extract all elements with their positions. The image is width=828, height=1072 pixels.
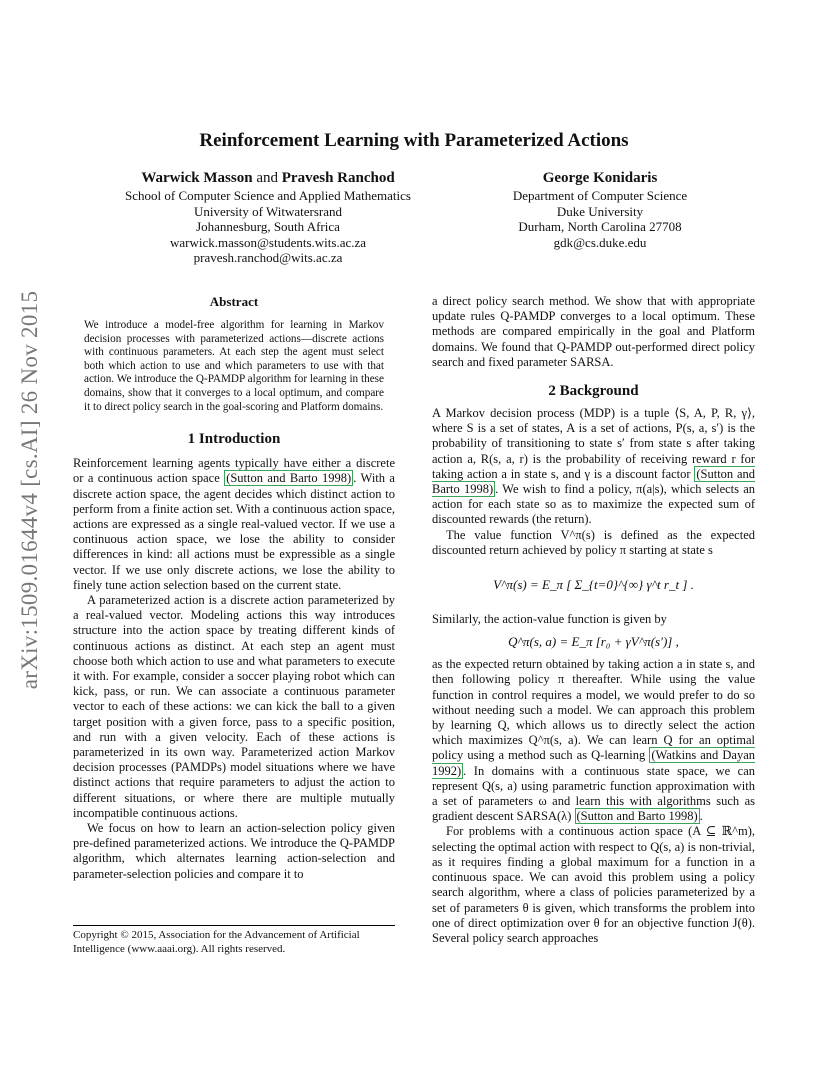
affiliation-line: School of Computer Science and Applied Mathematics bbox=[125, 188, 411, 203]
email-line: warwick.masson@students.wits.ac.za bbox=[169, 234, 367, 250]
background-paragraph-4 bbox=[432, 657, 755, 824]
background-heading: 2 Background bbox=[548, 383, 639, 400]
email-line: gdk@cs.duke.edu bbox=[553, 234, 647, 250]
intro-paragraph-1 bbox=[73, 456, 395, 593]
affiliation-line: Johannesburg, South Africa bbox=[196, 219, 340, 235]
equation-action-value: Q^π(s, a) = E_π [r₀ + γV^π(s′)] , bbox=[508, 634, 679, 650]
affiliation-line: University of Witwatersrand bbox=[194, 203, 342, 219]
text-run: . We wish to find a policy, π(a|s), which selects an action for each state so as to maximize the expected sum of discounted rewards (the return). bbox=[432, 482, 755, 527]
paper-title: Reinforcement Learning with Parameterized Actions bbox=[199, 130, 629, 151]
citation-link[interactable]: (Sutton and Barto 1998) bbox=[226, 471, 352, 486]
and-word: and bbox=[256, 170, 278, 186]
arxiv-id: arXiv:1509.01644v4 [cs.AI] 26 Nov 2015 bbox=[17, 290, 42, 690]
equation-value-function: V^π(s) = E_π [ Σ_{t=0}^{∞} γ^t r_t ] . bbox=[493, 577, 694, 593]
background-paragraph-1 bbox=[432, 406, 755, 528]
text-run: . With a discrete action space, the agent decides which distinct action to perform from a finite action set. With a continuous action space, actions are expressed as a single real-valued vector. If we use a continuous action space, we lose the ability to consider differences in kind: all actions must be expressible as a single vector. If we use only discrete actions, we lose the ability to finely tune action selection based on the current state. bbox=[73, 471, 395, 592]
intro-heading: 1 Introduction bbox=[187, 431, 281, 448]
citation-link[interactable]: (Sutton and Barto 1998) bbox=[576, 809, 698, 824]
affiliation-line: Duke University bbox=[556, 203, 644, 219]
author-ranchod: Pravesh Ranchod bbox=[281, 170, 395, 186]
citation-link[interactable]: (Sutton and Barto 1998) bbox=[432, 466, 756, 497]
affiliation-line: Department of Computer Science bbox=[512, 188, 688, 203]
arxiv-watermark bbox=[8, 280, 52, 700]
text-run: . bbox=[699, 809, 703, 824]
intro-paragraph-2: A parameterized action is a discrete action parameterized by a real-valued vector. Modeling actions this way introduces structure into the action space by treating different kinds of continuous actions as distinct. At each step an agent must choose both which action to use and what parameters to execute it with. For example, consider a soccer playing robot which can kick, pass, or run. We can associate a continuous parameter vector to each of these actions: we can kick the ball to a given target position with a given force, pass to a specific position, and run with a given velocity. Each of these actions is parameterized in its own way. Parameterized action Markov decision processes (PAMDPs) model situations where we have distinct actions that require parameters to adjust the action to different situations, or where there are multiple mutually incompatible continuous actions. bbox=[73, 592, 395, 820]
background-paragraph-3: Similarly, the action-value function is given by bbox=[432, 612, 667, 627]
text-run: A Markov decision process (MDP) is a tuple ⟨S, A, P, R, γ⟩, where S is a set of states, A is a set of actions, P(s, a, s′) is the probability of transitioning to state s′ from state s after taking action a, R(s, a, r) is the probability of receiving reward r for taking action a in state s, and γ is a discount factor bbox=[432, 406, 755, 481]
intro-continued: a direct policy search method. We show that with appropriate update rules Q-PAMDP converges to a local optimum. These methods are compared empirically in the goal and Platform domains. We found that Q-PAMDP out-performed direct policy search and fixed parameter SARSA. bbox=[432, 294, 755, 369]
affiliation-left bbox=[100, 169, 436, 266]
text-run: . In domains with a continuous state space, we can represent Q(s, a) using parametric function approximation with a set of parameters ω and learn this with algorithms such as gradient descent SARSA(λ) bbox=[432, 763, 755, 824]
citation-link[interactable]: (Watkins and Dayan 1992) bbox=[432, 748, 755, 778]
intro-paragraph-3: We focus on how to learn an action-selection policy given pre-defined parameterized actions. We introduce the Q-PAMDP algorithm, which alternates learning action-selection and parameter-selection policies and compare it to bbox=[73, 821, 395, 881]
background-paragraph-2: The value function V^π(s) is defined as the expected discounted return achieved by policy π starting at state s bbox=[432, 527, 755, 557]
copyright-footnote: Copyright © 2015, Association for the Advancement of Artificial Intelligence (www.aaai.org). All rights reserved. bbox=[73, 925, 395, 956]
text-run: Reinforcement learning agents typically have either a discrete or a continuous action space bbox=[73, 456, 395, 486]
abstract-text: We introduce a model-free algorithm for learning in Markov decision processes with parameterized actions—discrete actions with continuous parameters. At each step the agent must select both which action to use and which parameters to use with that action. We introduce the Q-PAMDP algorithm for learning in these domains, show that it converges to a local optimum, and compare it to direct policy search in the goal-scoring and Platform domains. bbox=[84, 319, 384, 413]
email-line: pravesh.ranchod@wits.ac.za bbox=[193, 250, 343, 266]
author-konidaris: George Konidaris bbox=[542, 170, 658, 186]
affiliation-right bbox=[450, 169, 750, 250]
right-column bbox=[432, 294, 755, 946]
affiliation-line: Durham, North Carolina 27708 bbox=[518, 219, 682, 235]
background-paragraph-5: For problems with a continuous action space (A ⊆ ℝ^m), selecting the optimal action with respect to Q(s, a) is non-trivial, as it requires finding a global maximum for a function in a continuous space. We can avoid this problem using a policy search algorithm, where a class of policies parameterized by a set of parameters θ is given, which transforms the problem into one of direct optimization over θ for an objective function J(θ). Several policy search approaches bbox=[432, 824, 755, 945]
author-names-left bbox=[100, 169, 436, 188]
author-masson: Warwick Masson bbox=[141, 170, 253, 186]
left-column bbox=[73, 294, 395, 882]
abstract-heading: Abstract bbox=[209, 294, 259, 309]
text-run: as the expected return obtained by taking action a in state s, and then following policy π thereafter. While using the value function in control requires a model, we would prefer to do so without needing such a model. We can approach this problem by learning Q, which allows us to directly select the action which maximizes Q^π(s, a). We can learn Q for an optimal policy using a method such as Q-learning bbox=[432, 657, 755, 763]
